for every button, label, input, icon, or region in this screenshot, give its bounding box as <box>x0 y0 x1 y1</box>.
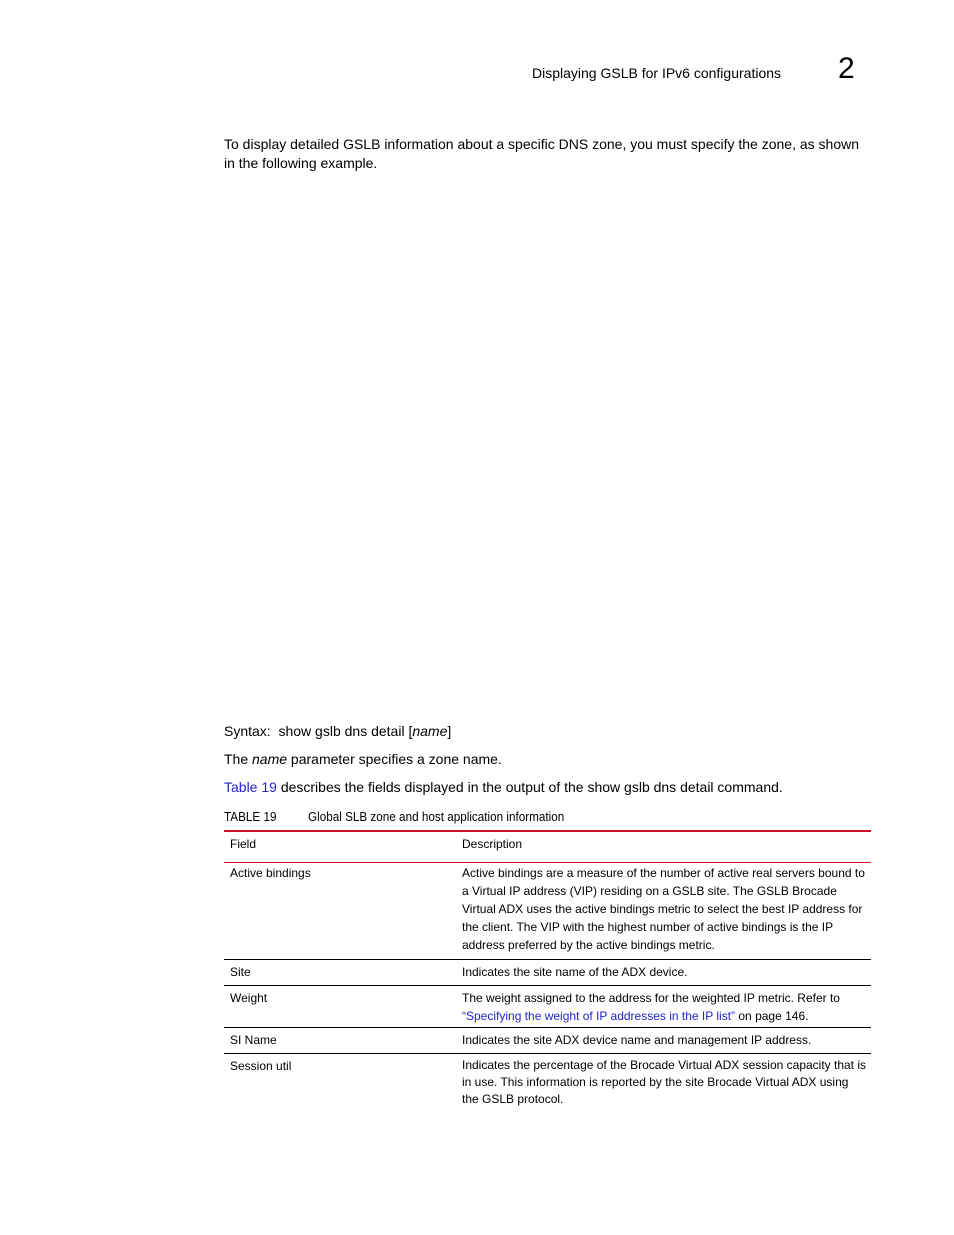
row-field: Site <box>230 965 251 979</box>
row-description: Indicates the percentage of the Brocade Virtual ADX session capacity that is in use. This information is reported by the site Brocade Virtual ADX using the GSLB protocol. <box>462 1058 867 1106</box>
param-description <box>224 750 502 769</box>
table-reference-paragraph <box>224 778 783 797</box>
weight-desc-link[interactable]: “Specifying the weight of IP addresses in the IP list” <box>462 1009 736 1023</box>
describe-post: command. <box>713 779 783 795</box>
param-desc-post: parameter specifies a zone name. <box>287 751 502 767</box>
describe-pre: describes the fields displayed in the output of the <box>276 779 588 795</box>
table-row <box>224 863 871 960</box>
row-field: SI Name <box>230 1033 277 1047</box>
weight-desc-pre: The weight assigned to the address for the weighted IP metric. Refer to <box>462 991 840 1005</box>
syntax-command: show gslb dns detail <box>278 723 405 739</box>
param-desc-pre: The <box>224 751 253 767</box>
table-header-row <box>224 832 871 863</box>
table-row <box>224 1054 871 1110</box>
syntax-close-bracket: ] <box>447 723 452 739</box>
row-description: Indicates the site ADX device name and management IP address. <box>462 1033 812 1047</box>
header-description: Description <box>462 837 523 851</box>
table-19-link[interactable]: Table 19 <box>224 779 277 795</box>
row-description <box>462 986 871 1029</box>
param-desc-name: name <box>252 751 288 767</box>
table-caption <box>224 809 593 824</box>
header-field: Field <box>230 837 257 851</box>
table-label: TABLE 19 <box>224 809 277 824</box>
row-description: Indicates the site name of the ADX device. <box>462 965 688 979</box>
table-row <box>224 986 871 1028</box>
running-header: Displaying GSLB for IPv6 configurations <box>532 65 782 81</box>
syntax-param: name <box>412 723 448 739</box>
table-row <box>224 960 871 986</box>
table-row <box>224 1028 871 1054</box>
intro-paragraph: To display detailed GSLB information about a specific DNS zone, you must specify the zone, as shown in the following example. <box>224 136 860 171</box>
syntax-open-bracket: [ <box>408 723 413 739</box>
syntax-line <box>224 722 451 741</box>
row-field: Weight <box>230 991 268 1005</box>
table-title: Global SLB zone and host application information <box>308 809 565 824</box>
describe-command: show gslb dns detail <box>587 779 714 795</box>
row-field: Session util <box>230 1059 292 1073</box>
row-field: Active bindings <box>230 866 311 880</box>
chapter-number: 2 <box>838 52 855 85</box>
syntax-label: Syntax: <box>224 723 271 739</box>
weight-desc-post: on page 146. <box>735 1009 809 1023</box>
row-description: Active bindings are a measure of the number of active real servers bound to a Virtual IP address (VIP) residing on a GSLB site. The GSLB Brocade Virtual ADX uses the active bindings metric to select the best IP address for the client. The VIP with the highest number of active bindings is the IP address preferred by the active bindings metric. <box>462 866 865 952</box>
fields-table <box>224 830 871 1110</box>
